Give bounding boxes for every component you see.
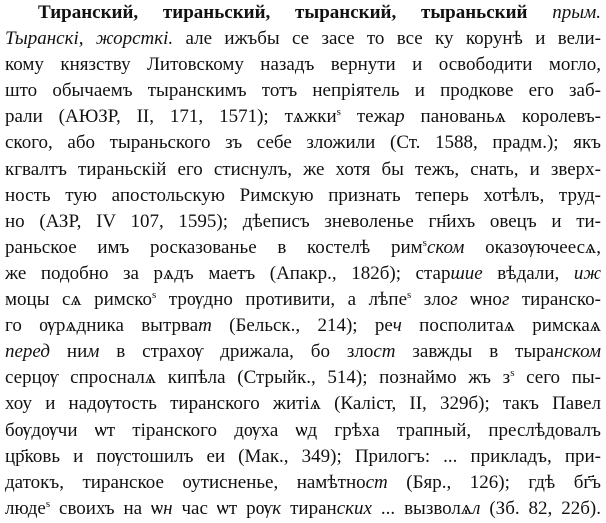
text-segment: сего пы- xyxy=(514,367,601,389)
entry-line xyxy=(5,365,601,391)
entry-line xyxy=(5,0,601,26)
text-segment: вѣдали, xyxy=(482,262,574,284)
entry-line xyxy=(5,104,601,130)
text-segment: но (АЗР, IV 107, 1595); дѣеписъ зневоленье гн҃ихъ овецъ и ти- xyxy=(5,210,601,232)
italic-text: н xyxy=(163,497,173,519)
entry-line xyxy=(5,52,601,78)
superscript-mark: s xyxy=(510,367,515,380)
text-segment: ского, або тыраньского зъ себе зложили (Ст. 1588, прадм.); якъ xyxy=(5,132,601,154)
italic-text: ском xyxy=(426,236,465,258)
entry-line xyxy=(5,157,601,183)
entry-line xyxy=(5,339,601,365)
text-segment: в страхѹ дрижала, бо зло xyxy=(99,341,374,363)
text-segment: кгвалтъ тираньскій его стиснулъ, же хотя бы тежъ, снать, и зверх- xyxy=(5,158,601,180)
text-segment: бѹдѹчи ѡт тіранского дѹха ѡд грѣха трапный, преслѣдовалъ xyxy=(5,419,601,441)
entry-line xyxy=(5,183,601,209)
entry-line xyxy=(5,418,601,444)
text-segment: своихъ на ѡ xyxy=(50,497,164,519)
entry-line xyxy=(5,313,601,339)
italic-text: иж xyxy=(573,262,601,284)
text-segment: ность тую апостольскую Римскую признать теперь хотѣлъ, труд- xyxy=(5,184,601,206)
entry-line xyxy=(5,444,601,470)
italic-text: м xyxy=(87,341,100,363)
text-segment: (Бельск., 214); ре xyxy=(211,315,393,337)
superscript-mark: s xyxy=(336,106,341,119)
text-segment: ... вызволѧ xyxy=(371,497,473,519)
italic-text: перед xyxy=(5,341,51,363)
text-segment: завжды в тыра xyxy=(395,341,555,363)
entry-line xyxy=(5,391,601,417)
entry-line xyxy=(5,130,601,156)
italic-text: ч xyxy=(392,315,402,337)
text-segment: же подобно за рѧдъ маетъ (Апакр., 182б); стар xyxy=(5,262,451,284)
italic-text: прым. xyxy=(552,2,601,23)
italic-text: Тыранскі, жорсткі. xyxy=(5,28,174,50)
dictionary-entry xyxy=(5,0,601,522)
italic-text: л xyxy=(472,497,481,519)
italic-text: шие xyxy=(450,262,483,284)
text-segment: моцы сѧ римско xyxy=(5,289,153,311)
italic-text: г xyxy=(501,289,510,311)
text-segment: тиран xyxy=(281,497,337,519)
italic-text: ст xyxy=(373,341,396,363)
text-segment: рали (АЮЗР, II, 171, 1571); тѧжки xyxy=(5,106,337,128)
entry-line xyxy=(5,496,601,522)
text-segment: панованьѧ королевъ- xyxy=(404,106,601,128)
text-segment: цр҃ковь и пѹстошилъ еи (Мак., 349); Прилогъ: ... прикладъ, при- xyxy=(5,445,601,467)
entry-line xyxy=(5,470,601,496)
text-segment: трѹдно противити, а лѣпе xyxy=(156,289,408,311)
italic-text: ст xyxy=(365,471,388,493)
italic-text: ских xyxy=(336,497,372,519)
italic-text: нском xyxy=(554,341,601,363)
text-segment: люде xyxy=(5,497,46,519)
entry-line xyxy=(5,78,601,104)
text-segment: (Зб. 82, 22б). xyxy=(480,497,601,519)
superscript-mark: s xyxy=(45,497,51,510)
entry-line xyxy=(5,209,601,235)
superscript-mark: s xyxy=(152,289,157,302)
italic-text: т xyxy=(198,315,212,337)
italic-text: к xyxy=(272,497,282,519)
italic-text: р xyxy=(395,106,405,128)
text-segment: тежа xyxy=(340,106,396,128)
text-segment xyxy=(528,2,553,23)
text-segment: час ѡт рѹ xyxy=(172,497,273,519)
text-segment: зло xyxy=(411,289,451,311)
text-segment: датокъ, тиранское оутисненье, намѣтно xyxy=(5,471,366,493)
text-segment: раньское имъ росказованье в костелѣ рим xyxy=(5,236,423,258)
text-segment: ѡно xyxy=(457,289,502,311)
superscript-mark: s xyxy=(422,236,427,249)
entry-line xyxy=(5,287,601,313)
text-segment: што обычаемъ тыранскимъ тотъ непріятель и продкове его заб- xyxy=(5,80,601,102)
entry-line xyxy=(5,261,601,287)
text-segment: хоу и надѹтость тиранского житіѧ (Каліст, II, 329б); такъ Павел xyxy=(5,393,601,415)
entry-line xyxy=(5,26,601,52)
text-segment: але ижъбы се засе то все ку корунѣ и вели- xyxy=(173,28,601,50)
text-segment: кому князству Литовскому назадъ вернути и освободити могло, xyxy=(5,54,601,76)
text-segment: ни xyxy=(50,341,88,363)
superscript-mark: s xyxy=(407,289,412,302)
text-segment: го ѹрѧдника вытрва xyxy=(5,315,199,337)
text-segment: серцѹ спросналѧ кипѣла (Стрыйк., 514); познаймо жъ з xyxy=(5,367,511,389)
entry-line xyxy=(5,235,601,261)
text-segment: тиранско- xyxy=(509,289,601,311)
text-segment: посполитаѧ римскаѧ xyxy=(401,315,601,337)
italic-text: г xyxy=(450,289,458,311)
headword: Тиранский, тираньский, тыранский, тыраньский xyxy=(38,2,528,23)
text-segment: оказѹючеесѧ, xyxy=(464,236,601,258)
text-segment: (Бяр., 126); гдѣ бг҃ъ xyxy=(387,471,601,493)
